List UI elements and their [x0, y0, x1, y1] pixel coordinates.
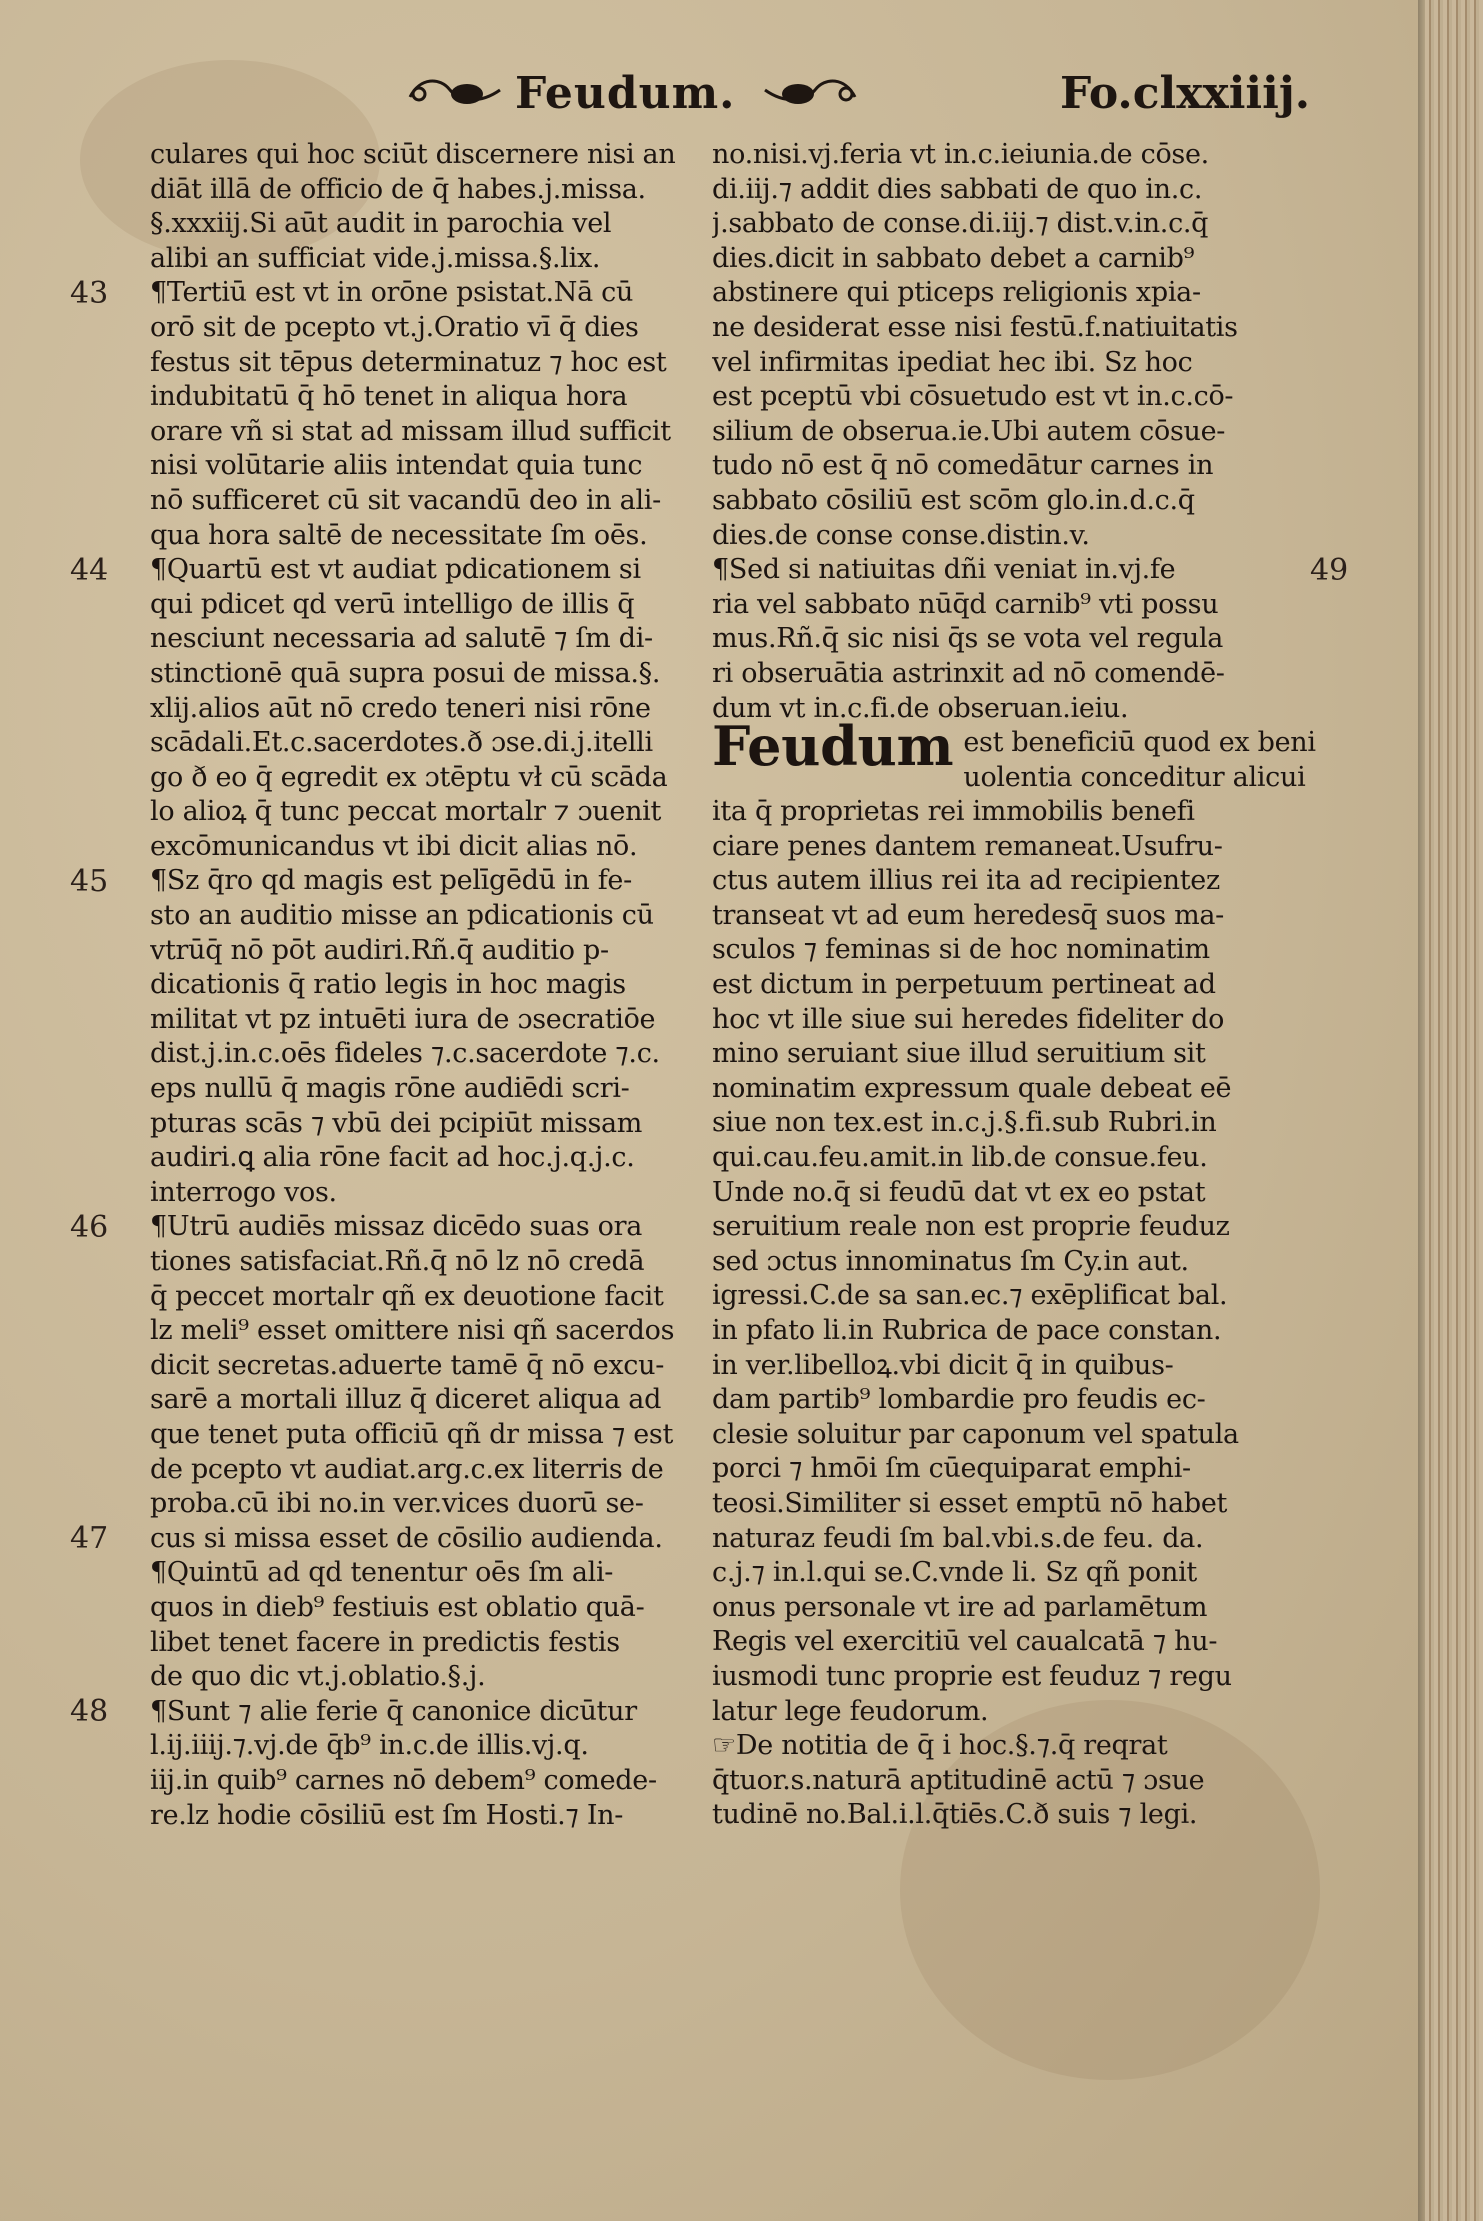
- text-line: proba.cū ibi no.in ver.vices duorū se-: [150, 1488, 644, 1520]
- text-line: orare vñ si stat ad missam illud sufficit: [150, 415, 671, 447]
- right-ornament-icon: [760, 72, 860, 112]
- text-line: ¶Sunt ⁊ alie ferie q̄ canonice dicūtur: [150, 1695, 637, 1727]
- text-line: dam partib⁹ lombardie pro feudis ec-: [712, 1384, 1206, 1416]
- text-line: lo alioꝝ q̄ tunc peccat mortalr ⁊ ɔuenit: [150, 796, 662, 828]
- margin-number: 44: [70, 553, 109, 588]
- text-line: q̄ peccet mortalr qñ ex deuotione facit: [150, 1280, 664, 1312]
- text-line: teosi.Similiter si esset emptū nō habet: [712, 1487, 1228, 1519]
- text-line: ¶Quintū ad qd tenentur oēs ſm ali-: [150, 1557, 614, 1589]
- text-line: go ð eo q̄ egredit ex ɔtēptu vł cū scāda: [150, 761, 668, 793]
- text-line: abstinere qui pticeps religionis xpia-: [712, 277, 1201, 309]
- text-line: igressi.C.de sa san.ec.⁊ exēplificat bal.: [712, 1280, 1228, 1312]
- margin-number: 43: [70, 276, 109, 311]
- text-line: ¶Sz q̄ro qd magis est pelīgēdū in fe-: [150, 865, 632, 897]
- text-line: que tenet puta officiū qñ dr missa ⁊ est: [150, 1418, 674, 1450]
- left-column: [150, 138, 710, 1833]
- text-line: dicationis q̄ ratio legis in hoc magis: [150, 969, 626, 1001]
- text-line: sabbato cōsiliū est scōm glo.in.d.c.q̄: [712, 484, 1195, 516]
- text-line: clesie soluitur par caponum vel spatula: [712, 1418, 1239, 1450]
- text-line: §.xxxiij.Si aūt audit in parochia vel: [150, 208, 612, 240]
- text-line: ri obseruātia astrinxit ad nō comendē-: [712, 657, 1225, 689]
- text-line: alibi an sufficiat vide.j.missa.§.lix.: [150, 242, 601, 274]
- left-ornament-icon: [405, 72, 505, 112]
- margin-number: 49: [1310, 553, 1349, 588]
- text-line: dicit secretas.aduerte tamē q̄ nō excu-: [150, 1349, 665, 1381]
- text-line: festus sit tēpus determinatuz ⁊ hoc est: [150, 346, 667, 378]
- text-line: interrogo vos.: [150, 1176, 337, 1208]
- text-line: qui pdicet qd verū intelligo de illis q̄: [150, 588, 635, 620]
- feudum-entry: [712, 714, 1316, 795]
- text-line: nisi volūtarie aliis intendat quia tunc: [150, 450, 643, 482]
- text-line: hoc vt ille siue sui heredes fideliter do: [712, 1003, 1225, 1035]
- text-line: l.ij.iiij.⁊.vj.de q̄b⁹ in.c.de illis.vj.q.: [150, 1730, 589, 1762]
- text-line: in ver.libelloꝝ.vbi dicit q̄ in quibus-: [712, 1349, 1174, 1381]
- text-line: tudinē no.Bal.i.l.q̄tiēs.C.ð suis ⁊ legi.: [712, 1799, 1198, 1831]
- text-line: diāt illā de officio de q̄ habes.j.missa.: [150, 173, 646, 205]
- text-line: de pcepto vt audiat.arg.c.ex literris de: [150, 1453, 664, 1485]
- text-line: nō sufficeret cū sit vacandū deo in ali-: [150, 484, 661, 516]
- right-column: [712, 138, 1316, 1833]
- text-line: qui.cau.feu.amit.in lib.de consue.feu.: [712, 1142, 1208, 1174]
- text-line: iusmodi tunc proprie est feuduz ⁊ regu: [712, 1660, 1232, 1692]
- margin-number: 46: [70, 1210, 109, 1245]
- text-line: seruitium reale non est proprie feuduz: [712, 1211, 1230, 1243]
- text-line: vel infirmitas ipediat hec ibi. Sz hoc: [712, 346, 1193, 378]
- text-line: nesciunt necessaria ad salutē ⁊ ſm di-: [150, 623, 653, 655]
- text-line: Unde no.q̄ si feudū dat vt ex eo pstat: [712, 1176, 1206, 1208]
- text-line: ¶Quartū est vt audiat pdicationem si: [150, 554, 641, 586]
- text-line: ¶Tertiū est vt in orōne psistat.Nā cū: [150, 277, 634, 309]
- text-line: Regis vel exercitiū vel caualcatā ⁊ hu-: [712, 1626, 1218, 1658]
- text-line: j.sabbato de conse.di.iij.⁊ dist.v.in.c.q̄: [712, 208, 1209, 240]
- text-line: no.nisi.vj.feria vt in.c.ieiunia.de cōse.: [712, 139, 1209, 170]
- margin-number: 48: [70, 1694, 109, 1729]
- text-line: in pfato li.in Rubrica de pace constan.: [712, 1315, 1222, 1346]
- text-line: q̄tuor.s.naturā aptitudinē actū ⁊ ɔsue: [712, 1764, 1205, 1796]
- right-column-bottom: [712, 795, 1302, 1833]
- text-line: libet tenet facere in predictis festis: [150, 1626, 620, 1658]
- text-line: sed ɔctus innominatus ſm Cy.in aut.: [712, 1245, 1189, 1277]
- running-header: [0, 58, 1425, 128]
- text-line: lz meli⁹ esset omittere nisi qñ sacerdos: [150, 1315, 675, 1347]
- text-line: excōmunicandus vt ibi dicit alias nō.: [150, 830, 638, 862]
- text-line: re.lz hodie cōsiliū est ſm Hosti.⁊ In-: [150, 1799, 624, 1831]
- text-line: onus personale vt ire ad parlamētum: [712, 1591, 1208, 1623]
- text-line: c.j.⁊ in.l.qui se.C.vnde li. Sz qñ ponit: [712, 1557, 1197, 1589]
- text-line: dies.dicit in sabbato debet a carnib⁹: [712, 242, 1195, 274]
- text-line: dum vt in.c.fi.de obseruan.ieiu.: [712, 692, 1129, 724]
- text-line: est dictum in perpetuum pertineat ad: [712, 969, 1216, 1001]
- text-line: di.iij.⁊ addit dies sabbati de quo in.c.: [712, 173, 1203, 205]
- text-line: scādali.Et.c.sacerdotes.ð ɔse.di.j.itelli: [150, 727, 653, 759]
- right-column-top: [712, 138, 1302, 726]
- text-line: orō sit de pcepto vt.j.Oratio vī q̄ dies: [150, 311, 639, 343]
- text-line: iij.in quib⁹ carnes nō debem⁹ comede-: [150, 1764, 657, 1796]
- text-line: sarē a mortali illuz q̄ diceret aliqua ad: [150, 1384, 662, 1416]
- text-line: ria vel sabbato nūq̄d carnib⁹ vti possu: [712, 588, 1219, 620]
- text-line: nominatim expressum quale debeat eē: [712, 1072, 1232, 1104]
- text-line: est pceptū vbi cōsuetudo est vt in.c.cō-: [712, 381, 1234, 413]
- text-line: dies.de conse conse.distin.v.: [712, 519, 1090, 551]
- text-line: audiri.ꝗ alia rōne facit ad hoc.j.q.j.c.: [150, 1142, 635, 1174]
- text-line: vtrūq̄ nō pōt audiri.Rñ.q̄ auditio p-: [150, 934, 609, 966]
- text-line: eps nullū q̄ magis rōne audiēdi scri-: [150, 1073, 630, 1105]
- text-line: latur lege feudorum.: [712, 1695, 989, 1727]
- text-line: sto an auditio misse an pdicationis cū: [150, 900, 654, 932]
- text-line: siue non tex.est in.c.j.§.fi.sub Rubri.in: [712, 1107, 1217, 1139]
- text-line: ita q̄ proprietas rei immobilis benefi: [712, 796, 1195, 828]
- text-line: mus.Rñ.q̄ sic nisi q̄s se vota vel regula: [712, 623, 1224, 655]
- text-line: culares qui hoc sciūt discernere nisi an: [150, 139, 676, 170]
- text-line: sculos ⁊ feminas si de hoc nominatim: [712, 934, 1210, 966]
- text-line: mino seruiant siue illud seruitium sit: [712, 1038, 1206, 1070]
- margin-number: 47: [70, 1521, 109, 1556]
- text-line: transeat vt ad eum heredesq̄ suos ma-: [712, 899, 1225, 931]
- text-line: uolentia conceditur alicui: [963, 761, 1306, 793]
- text-line: silium de obserua.ie.Ubi autem cōsue-: [712, 415, 1226, 447]
- text-line: de quo dic vt.j.oblatio.§.j.: [150, 1661, 486, 1693]
- text-line: ¶Sed si natiuitas dñi veniat in.vj.fe: [712, 554, 1176, 586]
- text-line: ne desiderat esse nisi festū.f.natiuitatis: [712, 311, 1238, 343]
- text-line: cus si missa esset de cōsilio audienda.: [150, 1522, 663, 1554]
- text-line: ¶Utrū audiēs missaz dicēdo suas ora: [150, 1211, 643, 1243]
- page-edges: [1425, 0, 1483, 2221]
- text-line: tiones satisfaciat.Rñ.q̄ nō lz nō credā: [150, 1246, 645, 1277]
- text-line: xlij.alios aūt nō credo teneri nisi rōne: [150, 692, 651, 724]
- text-line: ☞De notitia de q̄ i hoc.§.⁊.q̄ reqrat: [712, 1730, 1168, 1762]
- text-line: qua hora saltē de necessitate ſm oēs.: [150, 519, 648, 551]
- text-line: militat vt pz intuēti iura de ɔsecratiōe: [150, 1003, 656, 1035]
- header-title: Feudum.: [515, 68, 736, 119]
- text-line: indubitatū q̄ hō tenet in aliqua hora: [150, 381, 628, 413]
- text-line: tudo nō est q̄ nō comedātur carnes in: [712, 450, 1214, 482]
- folio-number: Fo.clxxiiij.: [1060, 68, 1311, 119]
- text-line: porci ⁊ hmōi ſm cūequiparat emphi-: [712, 1453, 1191, 1485]
- text-line: stinctionē quā supra posui de missa.§.: [150, 657, 661, 689]
- feudum-headword: Feudum: [712, 714, 954, 779]
- text-line: quos in dieb⁹ festiuis est oblatio quā-: [150, 1591, 645, 1623]
- text-line: dist.j.in.c.oēs fideles ⁊.c.sacerdote ⁊.c.: [150, 1038, 660, 1070]
- text-line: ciare penes dantem remaneat.Usufru-: [712, 830, 1223, 862]
- margin-number: 45: [70, 864, 109, 899]
- text-line: naturaz feudi ſm bal.vbi.s.de feu. da.: [712, 1522, 1204, 1554]
- text-line: est beneficiū quod ex beni: [963, 727, 1316, 759]
- text-line: pturas scās ⁊ vbū dei pcipiūt missam: [150, 1107, 643, 1139]
- text-line: ctus autem illius rei ita ad recipientez: [712, 865, 1220, 897]
